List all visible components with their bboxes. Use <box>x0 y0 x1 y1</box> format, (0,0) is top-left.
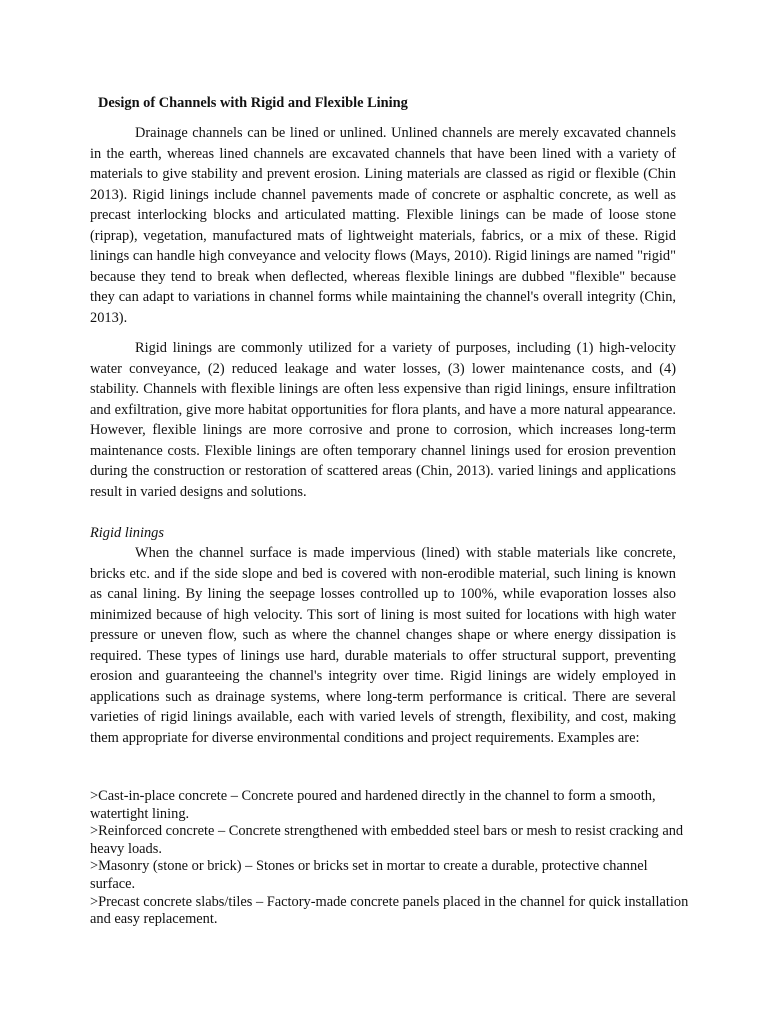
examples-list <box>90 788 690 929</box>
section-heading-rigid-linings: Rigid linings <box>90 525 164 541</box>
list-item: >Cast-in-place concrete – Concrete poured and hardened directly in the channel to form a smooth, watertight lining. <box>90 788 656 822</box>
list-item: >Masonry (stone or brick) – Stones or bricks set in mortar to create a durable, protective channel surface. <box>90 858 648 892</box>
list-item: >Precast concrete slabs/tiles – Factory-made concrete panels placed in the channel for quick installation and easy replacement. <box>90 893 689 928</box>
paragraph-uses: Rigid linings are commonly utilized for a variety of purposes, including (1) high-velocity water conveyance, (2) reduced leakage and water losses, (3) lower maintenance costs, and (4) stability. Channels with flexible linings are often less expensive than rigid linings, ensure infiltration and exfiltration, give more habitat opportunities for flora plants, and have a more natural appearance. However, flexible linings are more corrosive and prone to corrosion, which increases long-term maintenance costs. Flexible linings are often temporary channel linings used for erosion prevention during the construction or restoration of scattered areas (Chin, 2013). varied linings and applications result in varied designs and solutions. <box>90 340 676 500</box>
paragraph-intro: Drainage channels can be lined or unlined. Unlined channels are merely excavated channels in the earth, whereas lined channels are excavated channels that have been lined with a variety of materials to give stability and prevent erosion. Lining materials are classed as rigid or flexible (Chin 2013). Rigid linings include channel pavements made of concrete or asphaltic concrete, as well as precast interlocking blocks and articulated matting. Flexible linings can be made of loose stone (riprap), vegetation, manufactured mats of lightweight materials, fabrics, or a mix of these. Rigid linings can handle high conveyance and velocity flows (Mays, 2010). Rigid linings are named "rigid" because they tend to break when deflected, whereas flexible linings are dubbed "flexible" because they can adapt to variations in channel forms while maintaining the channel's overall integrity (Chin, 2013). <box>90 125 676 326</box>
paragraph-rigid-linings: When the channel surface is made impervious (lined) with stable materials like concrete, bricks etc. and if the side slope and bed is covered with non-erodible material, such lining is known as canal lining. By lining the seepage losses controlled up to 100%, while evaporation losses also minimized because of high velocity. This sort of lining is most suited for locations with high water pressure or uneven flow, such as where the channel changes shape or where energy dissipation is required. These types of linings use hard, durable materials to offer structural support, preventing erosion and guaranteeing the channel's integrity over time. Rigid linings are widely employed in applications such as drainage systems, where long-term performance is critical. There are several varieties of rigid linings available, each with varied levels of strength, flexibility, and cost, making them appropriate for diverse environmental conditions and project requirements. Examples are: <box>90 545 676 746</box>
document-title: Design of Channels with Rigid and Flexible Lining <box>98 95 408 111</box>
list-item: >Reinforced concrete – Concrete strengthened with embedded steel bars or mesh to resist cracking and heavy loads. <box>90 823 684 857</box>
